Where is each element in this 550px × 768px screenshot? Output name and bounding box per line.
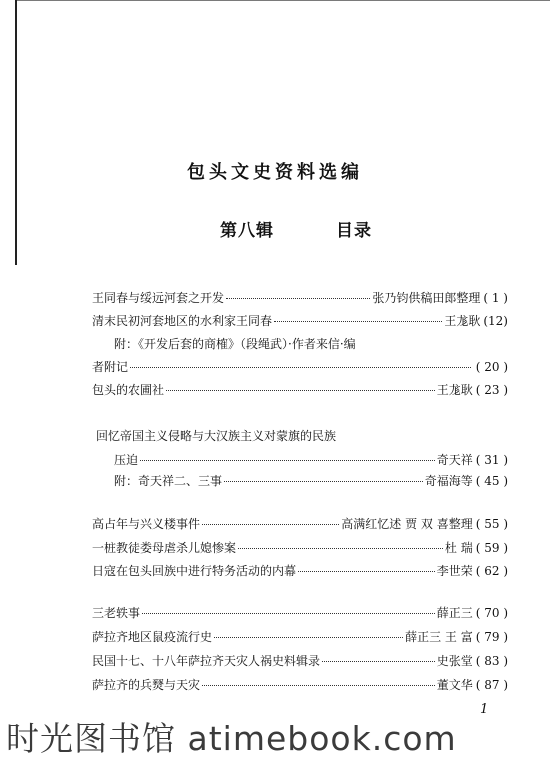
entry-title: 附：奇天祥二、三事 — [114, 474, 223, 488]
entry-author: 高满红忆述 贾 双 喜整理 — [341, 517, 473, 531]
toc-entry — [92, 381, 508, 399]
entry-page: ( 70 ) — [475, 606, 508, 620]
entry-title-line2: 压迫 — [114, 453, 139, 467]
entry-author: 奇天祥 — [436, 453, 473, 467]
entry-page: (12) — [483, 314, 508, 328]
entry-page: ( 20 ) — [475, 360, 508, 374]
dot-leader — [224, 481, 423, 482]
dot-leader — [274, 321, 442, 322]
entry-title-line1: 回忆帝国主义侵略与大汉族主义对蒙旗的民族 — [96, 429, 337, 443]
dot-leader — [130, 367, 471, 368]
volume-label: 第八辑 — [220, 221, 274, 241]
toc-entry — [92, 562, 508, 580]
toc-entry — [92, 451, 508, 469]
entry-page: ( 59 ) — [475, 541, 508, 555]
entry-title-line1: 附：《开发后套的商榷》（段绳武）·作者来信·编 — [114, 337, 356, 351]
entry-author: 史张堂 — [436, 654, 473, 668]
entry-author: 奇福海等 — [424, 474, 473, 488]
watermark: 时光图书馆 atimebook.com — [6, 719, 457, 758]
dot-leader — [214, 637, 403, 638]
toc-entry — [92, 472, 508, 490]
entry-title: 三老轶事 — [92, 606, 141, 620]
dot-leader — [202, 685, 435, 686]
entry-author: 张乃钧供稿田郎整理 — [372, 291, 481, 305]
entry-page: ( 79 ) — [475, 630, 508, 644]
scan-border-left — [15, 0, 17, 265]
toc-entry — [92, 312, 508, 330]
entry-title: 包头的农圃社 — [92, 383, 165, 397]
entry-title: 一桩教徒娄母虐杀儿媳惨案 — [92, 541, 237, 555]
entry-author: 薛正三 — [436, 606, 473, 620]
dot-leader — [322, 661, 435, 662]
toc-entry — [92, 515, 508, 533]
entry-page: ( 55 ) — [475, 517, 508, 531]
entry-title: 清末民初河套地区的水利家王同春 — [92, 314, 273, 328]
entry-title: 萨拉齐的兵燹与天灾 — [92, 678, 201, 692]
dot-leader — [226, 298, 370, 299]
entry-page: ( 1 ) — [483, 291, 508, 305]
book-title: 包头文史资料选编 — [187, 162, 363, 183]
entry-title: 王同春与绥远河套之开发 — [92, 291, 225, 305]
toc-entry — [92, 628, 508, 646]
entry-title: 高占年与兴义楼事件 — [92, 517, 201, 531]
toc-entry — [92, 289, 508, 307]
entry-author: 王尨耿 — [436, 383, 473, 397]
dot-leader — [298, 571, 435, 572]
entry-author: 王尨耿 — [444, 314, 481, 328]
entry-page: ( 23 ) — [475, 383, 508, 397]
toc-entry — [92, 539, 508, 557]
entry-page: ( 83 ) — [475, 654, 508, 668]
contents-heading: 目录 — [336, 221, 372, 241]
dot-leader — [142, 613, 435, 614]
entry-author: 董文华 — [436, 678, 473, 692]
toc-entry — [92, 676, 508, 694]
toc-entry — [92, 358, 508, 376]
entry-title: 萨拉齐地区鼠疫流行史 — [92, 630, 213, 644]
entry-author: 杜 瑞 — [444, 541, 473, 555]
entry-author: 薛正三 王 富 — [405, 630, 473, 644]
toc-entry — [92, 652, 508, 670]
entry-page: ( 45 ) — [475, 474, 508, 488]
entry-title-line2: 者附记 — [92, 360, 129, 374]
dot-leader — [238, 548, 443, 549]
entry-page: ( 62 ) — [475, 564, 508, 578]
entry-author: 李世荣 — [436, 564, 473, 578]
entry-page: ( 87 ) — [475, 678, 508, 692]
entry-title: 民国十七、十八年萨拉齐天灾人祸史料辑录 — [92, 654, 321, 668]
dot-leader — [140, 460, 435, 461]
dot-leader — [202, 524, 339, 525]
scan-border-top — [15, 0, 550, 1]
dot-leader — [166, 390, 435, 391]
toc-entry — [92, 604, 508, 622]
entry-title: 日寇在包头回族中进行特务活动的内幕 — [92, 564, 297, 578]
entry-page: ( 31 ) — [475, 453, 508, 467]
page-number: 1 — [480, 702, 489, 717]
